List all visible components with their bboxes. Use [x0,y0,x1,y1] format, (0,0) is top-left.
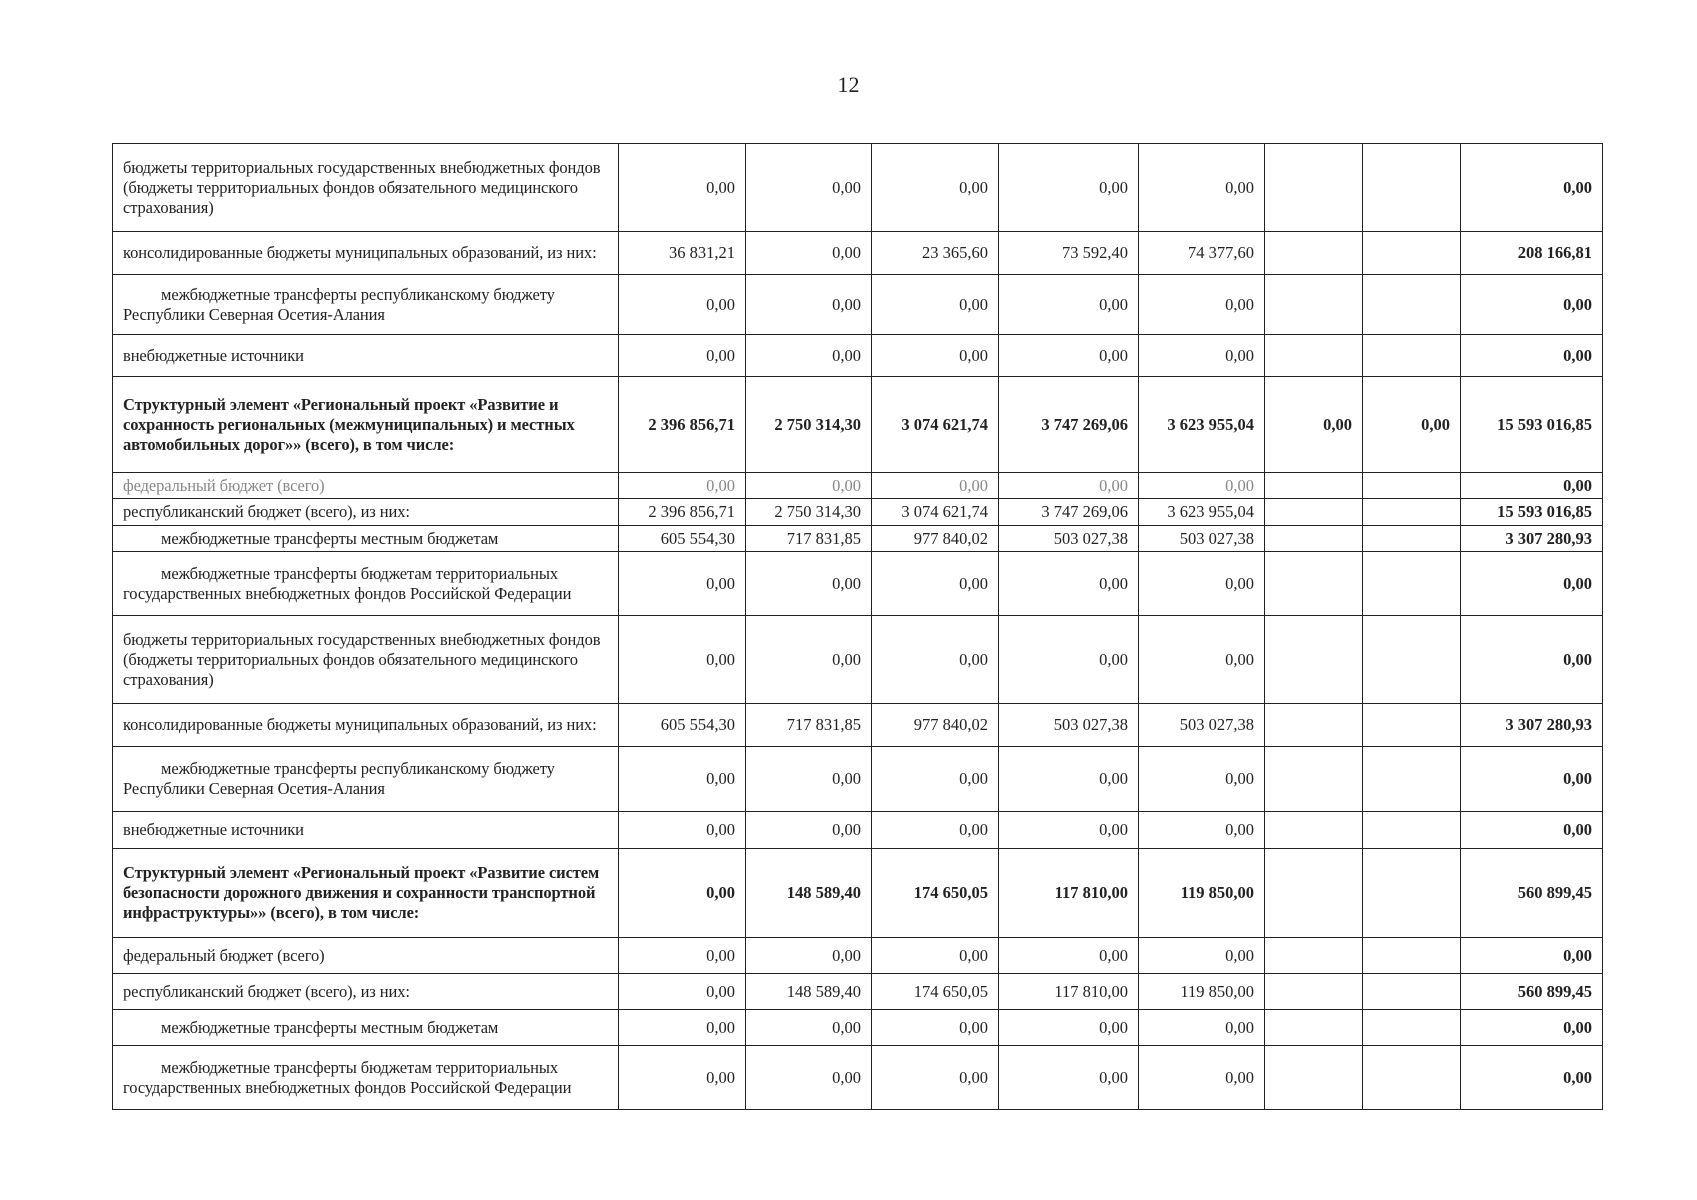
value-cell [1265,335,1363,377]
total-cell: 3 307 280,93 [1461,704,1603,747]
value-cell [1363,704,1461,747]
row-label: федеральный бюджет (всего) [113,938,619,974]
value-cell: 117 810,00 [999,974,1139,1010]
value-cell: 0,00 [1139,473,1265,499]
row-label: межбюджетные трансферты республиканскому бюджету Республики Северная Осетия-Алания [113,275,619,335]
value-cell [1363,1046,1461,1110]
value-cell: 73 592,40 [999,232,1139,275]
value-cell [1265,1046,1363,1110]
value-cell: 0,00 [872,616,999,704]
value-cell [1363,552,1461,616]
row-label: Структурный элемент «Региональный проект «Развитие и сохранность региональных (межмуниципальных) и местных автомобильных дорог»» (всего), в том числе: [113,377,619,473]
row-label: консолидированные бюджеты муниципальных образований, из них: [113,232,619,275]
value-cell: 0,00 [619,812,746,849]
value-cell: 0,00 [619,974,746,1010]
value-cell: 0,00 [619,1010,746,1046]
value-cell: 0,00 [999,144,1139,232]
total-cell: 560 899,45 [1461,974,1603,1010]
total-cell: 0,00 [1461,552,1603,616]
value-cell: 0,00 [999,552,1139,616]
value-cell [1265,849,1363,938]
row-label: межбюджетные трансферты местным бюджетам [113,526,619,552]
value-cell [1363,849,1461,938]
value-cell: 2 750 314,30 [746,499,872,526]
value-cell: 0,00 [1139,275,1265,335]
value-cell: 0,00 [619,849,746,938]
value-cell: 503 027,38 [999,704,1139,747]
value-cell [1363,938,1461,974]
value-cell: 0,00 [872,552,999,616]
value-cell: 74 377,60 [1139,232,1265,275]
value-cell: 0,00 [872,144,999,232]
value-cell: 0,00 [746,473,872,499]
row-label: консолидированные бюджеты муниципальных образований, из них: [113,704,619,747]
table-row [113,974,1603,1010]
value-cell: 503 027,38 [1139,526,1265,552]
value-cell [1265,552,1363,616]
table-row [113,1046,1603,1110]
value-cell: 0,00 [619,938,746,974]
value-cell: 503 027,38 [1139,704,1265,747]
value-cell: 0,00 [619,616,746,704]
value-cell: 0,00 [872,812,999,849]
value-cell: 2 750 314,30 [746,377,872,473]
value-cell: 3 747 269,06 [999,499,1139,526]
total-cell: 3 307 280,93 [1461,526,1603,552]
value-cell: 0,00 [872,473,999,499]
value-cell: 0,00 [999,275,1139,335]
total-cell: 15 593 016,85 [1461,499,1603,526]
table-row [113,552,1603,616]
value-cell: 148 589,40 [746,974,872,1010]
value-cell: 0,00 [999,473,1139,499]
total-cell: 0,00 [1461,1046,1603,1110]
row-label: федеральный бюджет (всего) [113,473,619,499]
value-cell [1363,1010,1461,1046]
value-cell: 0,00 [619,1046,746,1110]
value-cell: 2 396 856,71 [619,377,746,473]
row-label: бюджеты территориальных государственных внебюджетных фондов (бюджеты территориальных фондов обязательного медицинского страхования) [113,616,619,704]
row-label: межбюджетные трансферты бюджетам территориальных государственных внебюджетных фондов Российской Федерации [113,1046,619,1110]
row-label: республиканский бюджет (всего), из них: [113,974,619,1010]
total-cell: 0,00 [1461,144,1603,232]
table-row [113,1010,1603,1046]
value-cell [1363,812,1461,849]
row-label: республиканский бюджет (всего), из них: [113,499,619,526]
table-row [113,377,1603,473]
row-label: межбюджетные трансферты бюджетам территориальных государственных внебюджетных фондов Российской Федерации [113,552,619,616]
value-cell: 0,00 [999,1010,1139,1046]
value-cell: 605 554,30 [619,704,746,747]
value-cell: 0,00 [619,335,746,377]
value-cell: 0,00 [746,1010,872,1046]
value-cell: 36 831,21 [619,232,746,275]
value-cell: 23 365,60 [872,232,999,275]
value-cell: 0,00 [872,1010,999,1046]
row-label: внебюджетные источники [113,812,619,849]
total-cell: 0,00 [1461,335,1603,377]
value-cell: 0,00 [619,275,746,335]
value-cell [1363,526,1461,552]
value-cell: 0,00 [999,616,1139,704]
value-cell [1265,499,1363,526]
value-cell [1265,704,1363,747]
table-row [113,335,1603,377]
total-cell: 0,00 [1461,747,1603,812]
value-cell [1363,473,1461,499]
value-cell: 0,00 [999,747,1139,812]
total-cell: 208 166,81 [1461,232,1603,275]
table-body [113,144,1603,1110]
value-cell: 0,00 [746,275,872,335]
value-cell: 0,00 [1139,616,1265,704]
value-cell: 3 623 955,04 [1139,499,1265,526]
value-cell [1363,499,1461,526]
total-cell: 0,00 [1461,938,1603,974]
value-cell: 0,00 [746,144,872,232]
value-cell [1363,232,1461,275]
value-cell: 117 810,00 [999,849,1139,938]
value-cell: 0,00 [619,552,746,616]
value-cell: 0,00 [1139,938,1265,974]
value-cell: 119 850,00 [1139,974,1265,1010]
value-cell: 0,00 [619,473,746,499]
value-cell: 0,00 [872,747,999,812]
total-cell: 560 899,45 [1461,849,1603,938]
table-row [113,144,1603,232]
row-label: межбюджетные трансферты республиканскому бюджету Республики Северная Осетия-Алания [113,747,619,812]
value-cell [1363,616,1461,704]
value-cell: 0,00 [1139,747,1265,812]
page-number: 12 [837,72,860,97]
value-cell: 0,00 [1139,552,1265,616]
value-cell: 0,00 [619,747,746,812]
value-cell [1265,616,1363,704]
value-cell: 0,00 [872,275,999,335]
value-cell: 717 831,85 [746,526,872,552]
value-cell [1265,1010,1363,1046]
value-cell [1265,144,1363,232]
value-cell: 0,00 [1265,377,1363,473]
value-cell [1363,974,1461,1010]
value-cell: 0,00 [999,938,1139,974]
value-cell: 0,00 [746,232,872,275]
value-cell: 0,00 [746,747,872,812]
value-cell: 0,00 [746,1046,872,1110]
value-cell: 2 396 856,71 [619,499,746,526]
value-cell: 3 074 621,74 [872,499,999,526]
table-row [113,526,1603,552]
value-cell [1363,335,1461,377]
value-cell [1265,275,1363,335]
value-cell: 0,00 [746,552,872,616]
value-cell: 0,00 [999,335,1139,377]
row-label: внебюджетные источники [113,335,619,377]
table-row [113,812,1603,849]
value-cell: 174 650,05 [872,974,999,1010]
total-cell: 0,00 [1461,275,1603,335]
value-cell: 174 650,05 [872,849,999,938]
value-cell: 0,00 [1139,1010,1265,1046]
table-row [113,938,1603,974]
table-row [113,747,1603,812]
value-cell: 977 840,02 [872,704,999,747]
value-cell: 3 074 621,74 [872,377,999,473]
table-row [113,232,1603,275]
row-label: межбюджетные трансферты местным бюджетам [113,1010,619,1046]
value-cell [1265,938,1363,974]
value-cell: 0,00 [1139,335,1265,377]
table-row [113,616,1603,704]
value-cell [1265,526,1363,552]
table-row [113,704,1603,747]
total-cell: 0,00 [1461,812,1603,849]
value-cell: 3 747 269,06 [999,377,1139,473]
table-row [113,499,1603,526]
total-cell: 0,00 [1461,473,1603,499]
table-row [113,849,1603,938]
value-cell: 503 027,38 [999,526,1139,552]
value-cell [1363,747,1461,812]
value-cell: 0,00 [746,616,872,704]
total-cell: 15 593 016,85 [1461,377,1603,473]
total-cell: 0,00 [1461,1010,1603,1046]
value-cell: 0,00 [999,812,1139,849]
value-cell: 0,00 [872,1046,999,1110]
value-cell: 0,00 [746,335,872,377]
total-cell: 0,00 [1461,616,1603,704]
value-cell [1265,812,1363,849]
value-cell: 0,00 [1139,1046,1265,1110]
value-cell: 0,00 [746,938,872,974]
value-cell: 0,00 [999,1046,1139,1110]
value-cell: 605 554,30 [619,526,746,552]
value-cell: 0,00 [872,335,999,377]
value-cell: 0,00 [872,938,999,974]
value-cell: 119 850,00 [1139,849,1265,938]
value-cell: 3 623 955,04 [1139,377,1265,473]
value-cell: 148 589,40 [746,849,872,938]
value-cell [1265,232,1363,275]
value-cell [1265,974,1363,1010]
value-cell: 0,00 [1363,377,1461,473]
value-cell: 0,00 [1139,812,1265,849]
table-row [113,275,1603,335]
value-cell [1265,473,1363,499]
value-cell: 717 831,85 [746,704,872,747]
budget-table [112,143,1603,1110]
value-cell: 977 840,02 [872,526,999,552]
value-cell: 0,00 [1139,144,1265,232]
value-cell: 0,00 [746,812,872,849]
value-cell: 0,00 [619,144,746,232]
value-cell [1265,747,1363,812]
value-cell [1363,275,1461,335]
row-label: Структурный элемент «Региональный проект «Развитие систем безопасности дорожного движения и сохранности транспортной инфраструктуры»» (всего), в том числе: [113,849,619,938]
table-row [113,473,1603,499]
value-cell [1363,144,1461,232]
row-label: бюджеты территориальных государственных внебюджетных фондов (бюджеты территориальных фондов обязательного медицинского страхования) [113,144,619,232]
